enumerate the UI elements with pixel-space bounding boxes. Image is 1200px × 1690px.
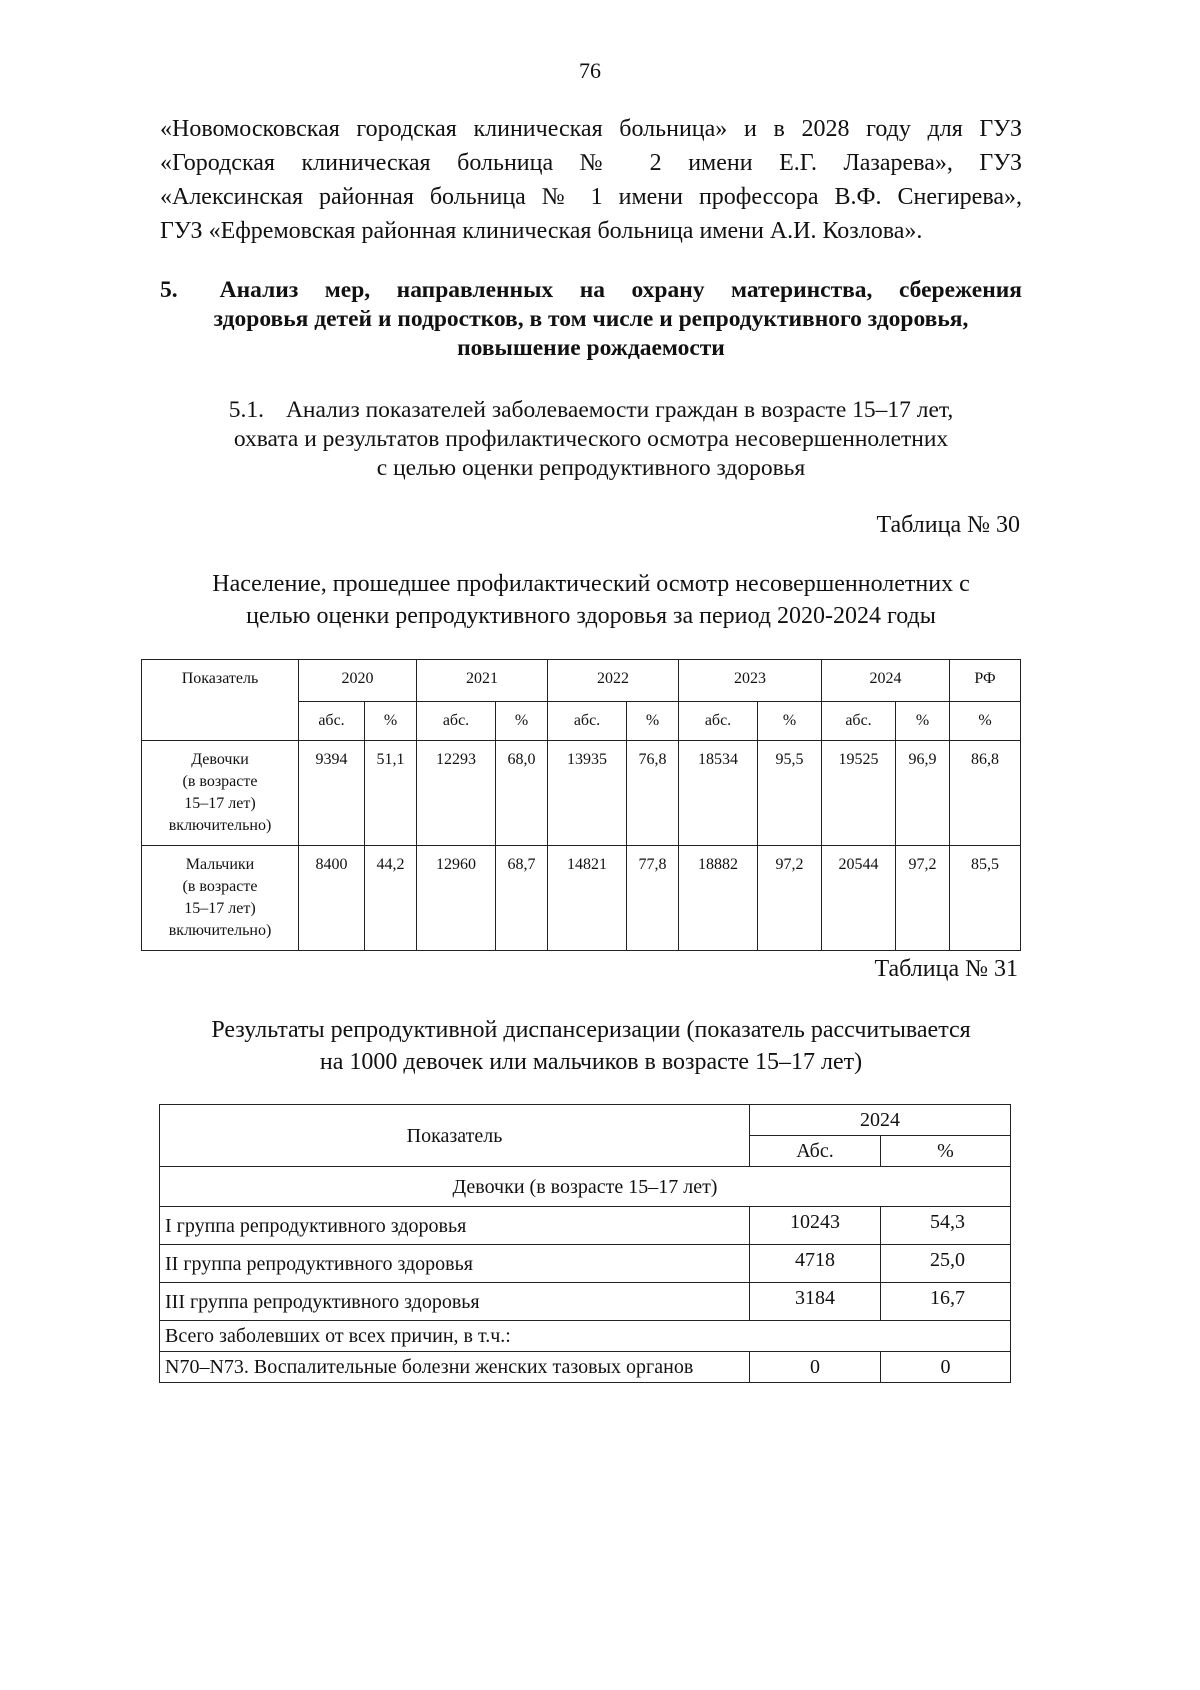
header-abs: абс.	[822, 702, 896, 741]
table-31	[159, 1104, 1011, 1383]
row-label: II группа репродуктивного здоровья	[160, 1245, 750, 1283]
cell-abs: 0	[750, 1352, 881, 1383]
table-cell: 85,5	[950, 846, 1021, 951]
table-cell: 97,2	[896, 846, 950, 951]
section-5-1-heading	[160, 396, 1022, 483]
table-cell: 97,2	[758, 846, 822, 951]
text-line: «Новомосковская городская клиническая больница» и в 2028 году для ГУЗ	[160, 116, 1022, 142]
row-label: I группа репродуктивного здоровья	[160, 1207, 750, 1245]
text-line: ГУЗ «Ефремовская районная клиническая больница имени А.И. Козлова».	[160, 218, 923, 244]
heading-line: здоровья детей и подростков, в том числе и репродуктивного здоровья,	[213, 306, 969, 332]
header-abs: абс.	[417, 702, 496, 741]
table-row	[142, 741, 1021, 846]
header-year: 2021	[417, 660, 548, 702]
table-cell: 9394	[299, 741, 365, 846]
table-row	[160, 1245, 1011, 1283]
table-31-caption	[160, 1014, 1022, 1078]
cell-pct: 54,3	[881, 1207, 1011, 1245]
caption-line: Население, прошедшее профилактический осмотр несовершеннолетних с	[212, 571, 970, 597]
header-year: 2024	[750, 1105, 1011, 1136]
intro-paragraph	[160, 112, 1022, 248]
header-indicator: Показатель	[160, 1105, 750, 1167]
section-row: Девочки (в возрасте 15–17 лет)	[160, 1167, 1011, 1207]
caption-line: целью оценки репродуктивного здоровья за период 2020-2024 годы	[246, 603, 936, 629]
header-abs: абс.	[548, 702, 627, 741]
table-row	[142, 846, 1021, 951]
header-pct: %	[896, 702, 950, 741]
table-row	[160, 1283, 1011, 1321]
label-line: 15–17 лет)	[184, 900, 256, 917]
table-cell: 86,8	[950, 741, 1021, 846]
table-cell: 68,0	[496, 741, 548, 846]
caption-line: на 1000 девочек или мальчиков в возрасте 15–17 лет)	[319, 1049, 863, 1075]
table-cell: 77,8	[627, 846, 679, 951]
total-row: Всего заболевших от всех причин, в т.ч.:	[160, 1321, 1011, 1352]
table-cell: 19525	[822, 741, 896, 846]
cell-pct: 25,0	[881, 1245, 1011, 1283]
header-abs: Абс.	[750, 1136, 881, 1167]
text-line: «Алексинская районная больница № 1 имени профессора В.Ф. Снегирева»,	[160, 184, 1022, 210]
label-line: Девочки	[191, 751, 249, 768]
section-number: 5.	[160, 277, 178, 303]
cell-abs: 4718	[750, 1245, 881, 1283]
table-cell: 95,5	[758, 741, 822, 846]
header-year: 2020	[299, 660, 417, 702]
table-cell: 44,2	[365, 846, 417, 951]
label-line: 15–17 лет)	[184, 795, 256, 812]
row-label: N70–N73. Воспалительные болезни женских тазовых органов	[160, 1352, 750, 1383]
header-abs: абс.	[299, 702, 365, 741]
label-line: (в возрасте	[182, 878, 258, 895]
table-30-caption	[160, 568, 1022, 632]
cell-pct: 0	[881, 1352, 1011, 1383]
header-abs: абс.	[679, 702, 758, 741]
header-pct: %	[365, 702, 417, 741]
heading-line: Анализ показателей заболеваемости граждан в возрасте 15–17 лет,	[285, 397, 954, 423]
table-cell: 96,9	[896, 741, 950, 846]
table-row	[160, 1352, 1011, 1383]
header-pct: %	[758, 702, 822, 741]
table-31-label: Таблица № 31	[874, 956, 1018, 982]
table-cell: 12293	[417, 741, 496, 846]
header-year: 2024	[822, 660, 950, 702]
table-cell: 76,8	[627, 741, 679, 846]
cell-abs: 10243	[750, 1207, 881, 1245]
table-cell: 13935	[548, 741, 627, 846]
page-number: 76	[579, 58, 601, 83]
table-cell: 20544	[822, 846, 896, 951]
label-line: включительно)	[168, 817, 272, 834]
header-year: 2022	[548, 660, 679, 702]
caption-line: Результаты репродуктивной диспансеризации (показатель рассчитывается	[211, 1017, 971, 1043]
table-cell: 68,7	[496, 846, 548, 951]
table-cell: 18534	[679, 741, 758, 846]
table-cell: 14821	[548, 846, 627, 951]
cell-pct: 16,7	[881, 1283, 1011, 1321]
table-cell: 51,1	[365, 741, 417, 846]
row-label: III группа репродуктивного здоровья	[160, 1283, 750, 1321]
header-pct: %	[950, 702, 1021, 741]
label-line: (в возрасте	[182, 773, 258, 790]
section-number: 5.1.	[228, 397, 264, 423]
text-line: «Городская клиническая больница № 2 имени Е.Г. Лазарева», ГУЗ	[160, 150, 1022, 176]
section-5-heading	[160, 276, 1022, 363]
header-year: 2023	[679, 660, 822, 702]
row-label	[142, 741, 299, 846]
header-rf: РФ	[950, 660, 1021, 702]
table-30-label: Таблица № 30	[876, 512, 1020, 538]
table-cell: 8400	[299, 846, 365, 951]
header-pct: %	[627, 702, 679, 741]
cell-abs: 3184	[750, 1283, 881, 1321]
heading-line: Анализ мер, направленных на охрану материнства, сбережения	[219, 277, 1022, 303]
table-cell: 18882	[679, 846, 758, 951]
table-row	[160, 1207, 1011, 1245]
heading-line: повышение рождаемости	[457, 335, 725, 361]
header-indicator: Показатель	[142, 660, 299, 741]
heading-line: с целью оценки репродуктивного здоровья	[376, 455, 806, 481]
label-line: Мальчики	[185, 856, 255, 873]
label-line: включительно)	[168, 922, 272, 939]
table-30	[141, 659, 1021, 951]
header-pct: %	[881, 1136, 1011, 1167]
row-label	[142, 846, 299, 951]
table-cell: 12960	[417, 846, 496, 951]
heading-line: охвата и результатов профилактического осмотра несовершеннолетних	[233, 426, 949, 452]
header-pct: %	[496, 702, 548, 741]
